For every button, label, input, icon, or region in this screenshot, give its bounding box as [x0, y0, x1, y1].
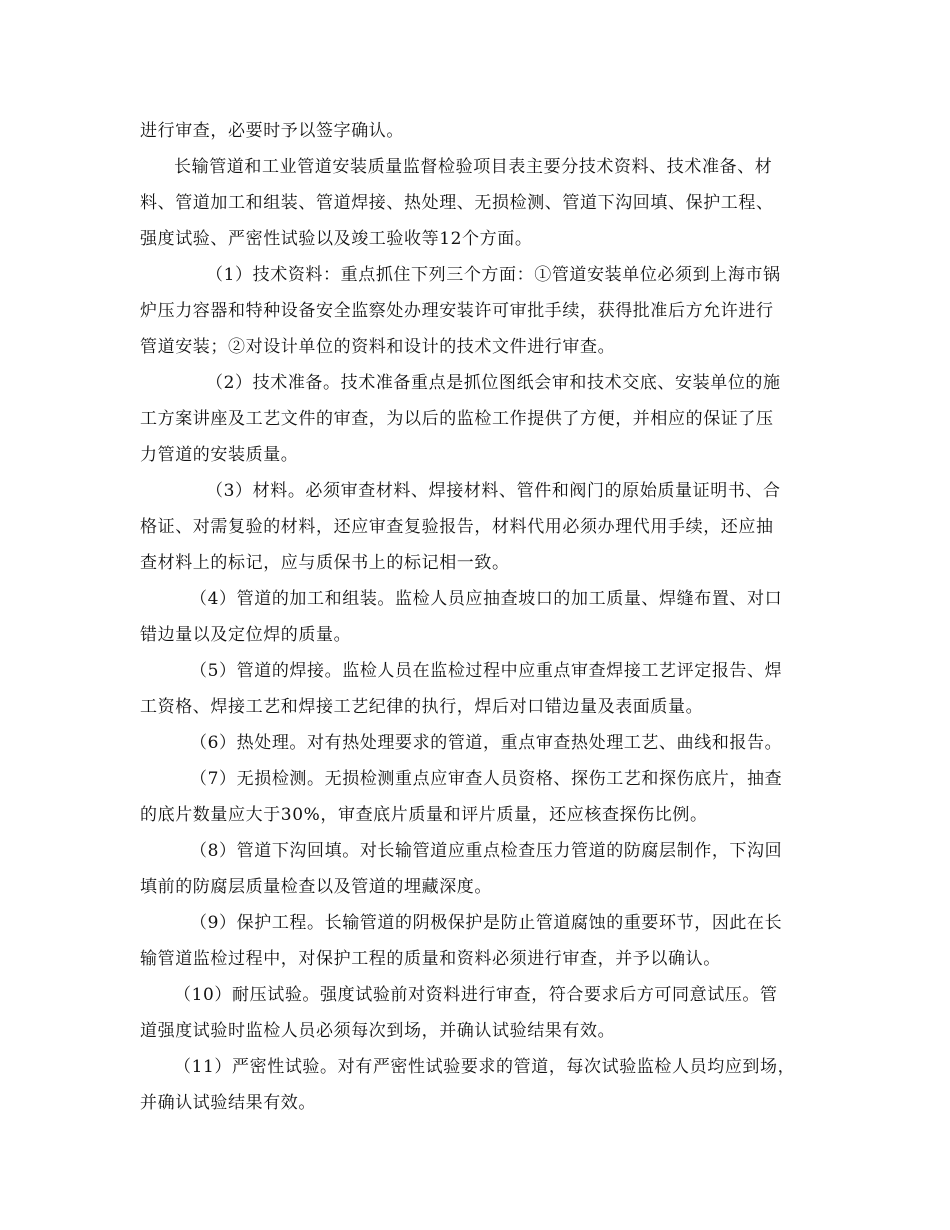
text-line: 并确认试验结果有效。	[140, 1093, 316, 1113]
text-line: 工资格、焊接工艺和焊接工艺纪律的执行，焊后对口错边量及表面质量。	[140, 697, 704, 717]
section-2-heading-line: （2）技术准备。技术准备重点是抓位图纸会审和技术交底、安装单位的施	[206, 373, 781, 393]
section-3-heading-line: （3）材料。必须审查材料、焊接材料、管件和阀门的原始质量证明书、合	[206, 481, 781, 501]
text-line: 进行审查，必要时予以签字确认。	[140, 121, 404, 141]
section-10-heading-line: （10）耐压试验。强度试验前对资料进行审查，符合要求后方可同意试压。管	[174, 985, 778, 1005]
text-line: 查材料上的标记，应与质保书上的标记相一致。	[140, 553, 510, 573]
section-6-heading-line: （6）热处理。对有热处理要求的管道，重点审查热处理工艺、曲线和报告。	[190, 733, 783, 753]
section-1-heading-line: （1）技术资料：重点抓住下列三个方面：①管道安装单位必须到上海市锅	[206, 265, 781, 285]
text-line: 填前的防腐层质量检查以及管道的埋藏深度。	[140, 877, 492, 897]
paragraph-line: 长输管道和工业管道安装质量监督检验项目表主要分技术资料、技术准备、材	[174, 157, 773, 177]
text-line: 管道安装；②对设计单位的资料和设计的技术文件进行审查。	[140, 337, 616, 357]
section-9-heading-line: （9）保护工程。长输管道的阴极保护是防止管道腐蚀的重要环节，因此在长	[190, 913, 783, 933]
section-8-heading-line: （8）管道下沟回填。对长输管道应重点检查压力管道的防腐层制作，下沟回	[190, 841, 783, 861]
text-line: 力管道的安装质量。	[140, 445, 299, 465]
text-line: 错边量以及定位焊的质量。	[140, 625, 352, 645]
text-line: 输管道监检过程中，对保护工程的质量和资料必须进行审查，并予以确认。	[140, 949, 721, 969]
text-line: 格证、对需复验的材料，还应审查复验报告，材料代用必须办理代用手续，还应抽	[140, 517, 774, 537]
text-line: 工方案讲座及工艺文件的审查，为以后的监检工作提供了方便，并相应的保证了压	[140, 409, 774, 429]
text-line: 道强度试验时监检人员必须每次到场，并确认试验结果有效。	[140, 1021, 616, 1041]
section-5-heading-line: （5）管道的焊接。监检人员在监检过程中应重点审查焊接工艺评定报告、焊	[190, 661, 783, 681]
section-7-heading-line: （7）无损检测。无损检测重点应审查人员资格、探伤工艺和探伤底片，抽查	[190, 769, 783, 789]
text-line: 的底片数量应大于30%，审查底片质量和评片质量，还应核查探伤比例。	[140, 805, 708, 825]
section-4-heading-line: （4）管道的加工和组装。监检人员应抽查坡口的加工质量、焊缝布置、对口	[190, 589, 783, 609]
text-line: 炉压力容器和特种设备安全监察处办理安装许可审批手续，获得批准后方允许进行	[140, 301, 774, 321]
section-11-heading-line: （11）严密性试验。对有严密性试验要求的管道，每次试验监检人员均应到场，	[174, 1057, 796, 1077]
text-line: 料、管道加工和组装、管道焊接、热处理、无损检测、管道下沟回填、保护工程、	[140, 193, 774, 213]
text-line: 强度试验、严密性试验以及竣工验收等12个方面。	[140, 229, 533, 249]
